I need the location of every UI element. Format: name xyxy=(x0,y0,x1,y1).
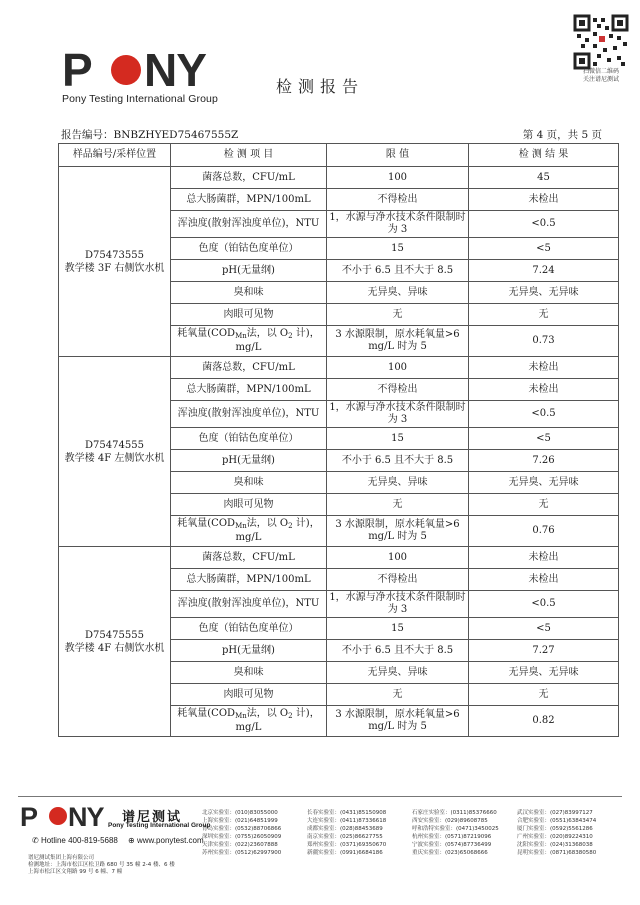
result-cell: 未检出 xyxy=(469,547,619,569)
limit-cell: 无 xyxy=(327,494,469,516)
result-cell: 未检出 xyxy=(469,569,619,591)
cod-text: 法，以 O xyxy=(246,328,289,339)
table-row xyxy=(59,357,619,379)
lab-contact: 杭州实验室：(0571)87219096 xyxy=(412,834,492,840)
result-cell: <0.5 xyxy=(469,401,619,428)
lab-contact: 昆明实验室：(0871)68380580 xyxy=(517,850,597,856)
lab-contact: 广州实验室：(020)89224310 xyxy=(517,834,593,840)
result-cell: 无异臭、无异味 xyxy=(469,662,619,684)
sample-location: 教学楼 4F 右侧饮水机 xyxy=(64,642,165,654)
lab-contact: 宁波实验室：(0574)87736499 xyxy=(412,842,492,848)
footer-brand-en: Pony Testing International Group xyxy=(108,822,211,829)
result-cell: 无 xyxy=(469,304,619,326)
lab-contact: 天津实验室：(022)23607888 xyxy=(202,842,278,848)
cod-text: 计)，mg/L xyxy=(235,518,320,543)
logo-text-p: P xyxy=(62,48,92,90)
svg-text:NY: NY xyxy=(68,803,104,829)
phone-icon: ✆ xyxy=(32,836,39,845)
cod-text: 计)，mg/L xyxy=(235,708,320,733)
footer-divider xyxy=(18,796,622,797)
lab-contact: 沈阳实验室：(024)31368038 xyxy=(517,842,593,848)
cod-sub-2: 2 xyxy=(288,332,293,340)
sample-location: 教学楼 4F 左侧饮水机 xyxy=(64,452,165,464)
sample-cell xyxy=(59,167,171,357)
item-cell: 浑浊度(散射浑浊度单位)，NTU xyxy=(171,211,327,238)
cod-text: 法，以 O xyxy=(246,708,289,719)
item-cell: 臭和味 xyxy=(171,662,327,684)
limit-cell: 不得检出 xyxy=(327,569,469,591)
item-cell xyxy=(171,516,327,547)
table-row xyxy=(59,547,619,569)
result-cell: <0.5 xyxy=(469,211,619,238)
cod-text: 耗氧量(COD xyxy=(177,328,236,339)
result-cell: 0.82 xyxy=(469,706,619,737)
result-cell: 无 xyxy=(469,684,619,706)
header-item: 检 测 项 目 xyxy=(171,144,327,167)
result-cell: 未检出 xyxy=(469,357,619,379)
item-cell: 浑浊度(散射浑浊度单位)，NTU xyxy=(171,401,327,428)
item-cell: 总大肠菌群，MPN/100mL xyxy=(171,379,327,401)
lab-contact: 上海实验室：(021)64851999 xyxy=(202,818,278,824)
lab-contact: 深圳实验室：(0755)26050909 xyxy=(202,834,282,840)
result-cell: 未检出 xyxy=(469,379,619,401)
sample-cell xyxy=(59,357,171,547)
result-cell: 0.73 xyxy=(469,326,619,357)
item-cell: 总大肠菌群，MPN/100mL xyxy=(171,569,327,591)
footer-logo xyxy=(20,803,120,829)
limit-cell: 不得检出 xyxy=(327,379,469,401)
group-line: 谱尼测试集团上海有限公司 xyxy=(28,855,95,861)
footer-brand-cn: 谱尼测试 xyxy=(122,810,183,825)
result-cell: <0.5 xyxy=(469,591,619,618)
item-cell: 臭和味 xyxy=(171,472,327,494)
item-cell: 色度（铂钴色度单位） xyxy=(171,428,327,450)
lab-contact: 武汉实验室：(027)83997127 xyxy=(517,810,593,816)
header-result: 检 测 结 果 xyxy=(469,144,619,167)
pony-logo xyxy=(62,48,232,90)
result-cell: <5 xyxy=(469,238,619,260)
group-address xyxy=(28,855,175,876)
group-line: 检测地址：上海市松江区松卫路 680 号 35 幢 2-4 楼、6 楼 xyxy=(28,862,175,868)
qr-caption-line: 关注谱尼测试 xyxy=(582,76,619,83)
table-row xyxy=(59,167,619,189)
result-cell: 未检出 xyxy=(469,189,619,211)
table-header-row xyxy=(59,144,619,167)
cod-text: 耗氧量(COD xyxy=(177,708,236,719)
item-cell: pH(无量纲) xyxy=(171,260,327,282)
lab-contact: 成都实验室：(028)88453689 xyxy=(307,826,383,832)
lab-contact: 北京实验室：(010)83055000 xyxy=(202,810,278,816)
cod-sub-2: 2 xyxy=(288,712,293,720)
lab-contact: 呼和浩特实验室：(0471)3450025 xyxy=(412,826,499,832)
sample-location: 教学楼 3F 右侧饮水机 xyxy=(64,262,165,274)
result-cell: 45 xyxy=(469,167,619,189)
header-limit: 限 值 xyxy=(327,144,469,167)
cod-sub-2: 2 xyxy=(288,522,293,530)
result-cell: 无 xyxy=(469,494,619,516)
svg-text:P: P xyxy=(20,803,38,829)
item-cell: 肉眼可见物 xyxy=(171,304,327,326)
report-number: 报告编号：BNBZHYED75467555Z xyxy=(61,129,239,141)
hotline xyxy=(32,836,118,845)
qr-code xyxy=(573,14,629,70)
lab-contact: 青岛实验室：(0532)88706866 xyxy=(202,826,282,832)
item-cell: 总大肠菌群，MPN/100mL xyxy=(171,189,327,211)
item-cell: 色度（铂钴色度单位） xyxy=(171,238,327,260)
item-cell: 臭和味 xyxy=(171,282,327,304)
limit-cell: 无异臭、异味 xyxy=(327,282,469,304)
cod-text: 法，以 O xyxy=(246,518,289,529)
item-cell: 色度（铂钴色度单位） xyxy=(171,618,327,640)
item-cell xyxy=(171,706,327,737)
limit-cell: 3 水源限制，原水耗氧量>6 mg/L 时为 5 xyxy=(327,706,469,737)
limit-cell: 不小于 6.5 且不大于 8.5 xyxy=(327,260,469,282)
results-table xyxy=(58,143,619,737)
page-title: 检测报告 xyxy=(275,77,364,96)
cod-text: 计)，mg/L xyxy=(235,328,320,353)
limit-cell: 15 xyxy=(327,428,469,450)
globe-icon: ⊕ xyxy=(128,836,135,845)
limit-cell: 3 水源限制，原水耗氧量>6 mg/L 时为 5 xyxy=(327,516,469,547)
result-cell: 7.27 xyxy=(469,640,619,662)
logo-o-mark xyxy=(111,55,141,85)
sample-id: D75475555 xyxy=(85,629,144,641)
item-cell: 菌落总数，CFU/mL xyxy=(171,167,327,189)
cod-sub-mn: Mn xyxy=(235,522,247,530)
result-cell: <5 xyxy=(469,428,619,450)
result-cell: 7.24 xyxy=(469,260,619,282)
item-cell: 菌落总数，CFU/mL xyxy=(171,547,327,569)
lab-contact: 重庆实验室：(023)65068666 xyxy=(412,850,488,856)
limit-cell: 无异臭、异味 xyxy=(327,472,469,494)
lab-contact: 合肥实验室：(0551)63843474 xyxy=(517,818,597,824)
sample-id: D75473555 xyxy=(85,249,144,261)
cod-sub-mn: Mn xyxy=(235,712,247,720)
lab-contact: 西安实验室：(029)89608785 xyxy=(412,818,488,824)
limit-cell: 不小于 6.5 且不大于 8.5 xyxy=(327,640,469,662)
item-cell: 菌落总数，CFU/mL xyxy=(171,357,327,379)
limit-cell: 无异臭、异味 xyxy=(327,662,469,684)
website-text: www.ponytest.com xyxy=(136,836,204,845)
result-cell: <5 xyxy=(469,618,619,640)
limit-cell: 100 xyxy=(327,357,469,379)
limit-cell: 3 水源限制，原水耗氧量>6 mg/L 时为 5 xyxy=(327,326,469,357)
sample-cell xyxy=(59,547,171,737)
lab-contacts xyxy=(202,810,622,857)
group-line: 上海市松江区文翔路 99 号 6 幢、7 幢 xyxy=(28,869,123,875)
lab-contact: 南京实验室：(025)86627755 xyxy=(307,834,383,840)
limit-cell: 1，水源与净水技术条件限制时为 3 xyxy=(327,591,469,618)
lab-contact: 苏州实验室：(0512)62997900 xyxy=(202,850,282,856)
qr-caption-line: 扫微信二维码 xyxy=(582,68,619,75)
sample-id: D75474555 xyxy=(85,439,144,451)
item-cell: 浑浊度(散射浑浊度单位)，NTU xyxy=(171,591,327,618)
limit-cell: 不小于 6.5 且不大于 8.5 xyxy=(327,450,469,472)
page-info: 第 4 页，共 5 页 xyxy=(522,129,602,141)
limit-cell: 15 xyxy=(327,238,469,260)
limit-cell: 15 xyxy=(327,618,469,640)
hotline-text: Hotline 400-819-5688 xyxy=(40,836,118,845)
limit-cell: 不得检出 xyxy=(327,189,469,211)
item-cell: pH(无量纲) xyxy=(171,450,327,472)
item-cell: 肉眼可见物 xyxy=(171,494,327,516)
result-cell: 无异臭、无异味 xyxy=(469,472,619,494)
item-cell xyxy=(171,326,327,357)
result-cell: 7.26 xyxy=(469,450,619,472)
item-cell: pH(无量纲) xyxy=(171,640,327,662)
limit-cell: 1，水源与净水技术条件限制时为 3 xyxy=(327,401,469,428)
header-sample: 样品编号/采样位置 xyxy=(59,144,171,167)
lab-contact: 厦门实验室：(0592)5561286 xyxy=(517,826,593,832)
qr-caption xyxy=(566,68,636,84)
limit-cell: 无 xyxy=(327,304,469,326)
website-link[interactable] xyxy=(128,836,204,845)
cod-sub-mn: Mn xyxy=(235,332,247,340)
lab-contact: 新疆实验室：(0991)6684186 xyxy=(307,850,383,856)
cod-text: 耗氧量(COD xyxy=(177,518,236,529)
lab-contact: 大连实验室：(0411)87336618 xyxy=(307,818,387,824)
result-cell: 无异臭、无异味 xyxy=(469,282,619,304)
limit-cell: 100 xyxy=(327,167,469,189)
logo-text-ny: NY xyxy=(144,48,206,90)
lab-contact: 石家庄实验室：(0311)85376660 xyxy=(412,810,497,816)
lab-contact: 长春实验室：(0431)85150908 xyxy=(307,810,387,816)
limit-cell: 1，水源与净水技术条件限制时为 3 xyxy=(327,211,469,238)
lab-contact: 郑州实验室：(0371)69350670 xyxy=(307,842,387,848)
limit-cell: 无 xyxy=(327,684,469,706)
brand-subtitle: Pony Testing International Group xyxy=(62,93,218,105)
result-cell: 0.76 xyxy=(469,516,619,547)
limit-cell: 100 xyxy=(327,547,469,569)
item-cell: 肉眼可见物 xyxy=(171,684,327,706)
